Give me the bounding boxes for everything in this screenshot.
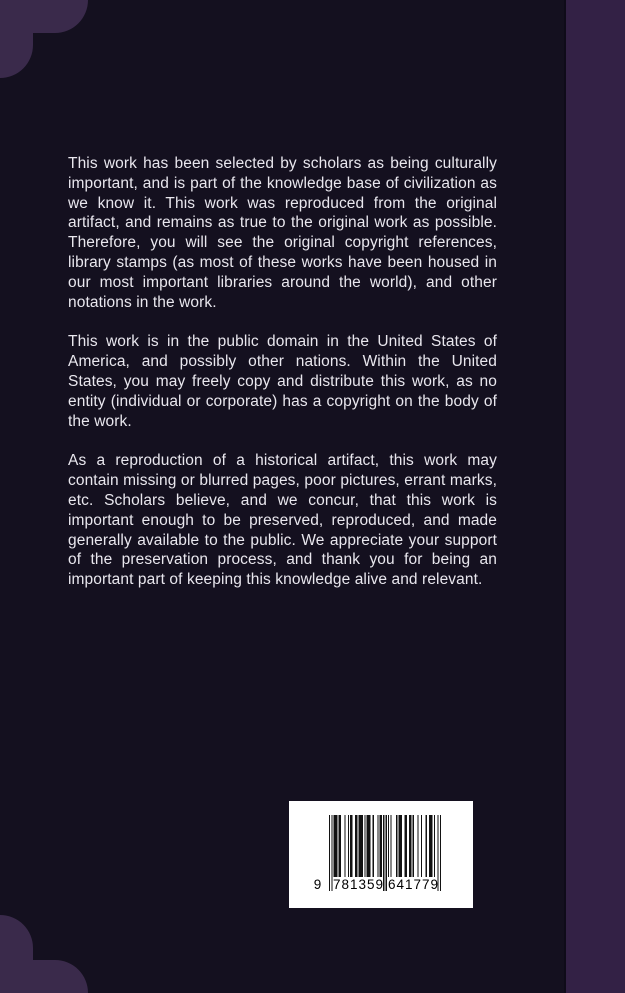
isbn-barcode: [289, 801, 473, 908]
notice-paragraph-reproduction-quality: As a reproduction of a historical artifact, this work may contain missing or blurred pages, poor pictures, errant marks, etc. Scholars believe, and we concur, that this work is important enough to be preserved, reproduced, and made generally available to the public. We appreciate your support of the preservation process, and thank you for being an important part of keeping this knowledge alive and relevant.: [68, 452, 497, 589]
corner-ornament-bottom-left-icon: [0, 903, 90, 993]
publisher-notice: [68, 154, 497, 610]
isbn-digits: [289, 877, 473, 893]
isbn-digit-group-2: 781359: [333, 877, 385, 892]
isbn-digit-group-3: 641779: [388, 877, 440, 892]
corner-ornament-top-left-icon: [0, 0, 90, 90]
spine-strip: [564, 0, 625, 993]
notice-paragraph-public-domain: This work is in the public domain in the United States of America, and possibly other nations. Within the United States, you may freely copy and distribute this work, as no entity (individual or corporate) has a copyright on the body of the work.: [68, 333, 497, 430]
isbn-digit-group-1: 9: [310, 877, 326, 893]
notice-paragraph-scholar-selection: This work has been selected by scholars as being culturally important, and is part of the knowledge base of civilization as we know it. This work was reproduced from the original artifact, and remains as true to the original work as possible. Therefore, you will see the original copyright references, library stamps (as most of these works have been housed in our most important libraries around the world), and other notations in the work.: [68, 155, 497, 311]
